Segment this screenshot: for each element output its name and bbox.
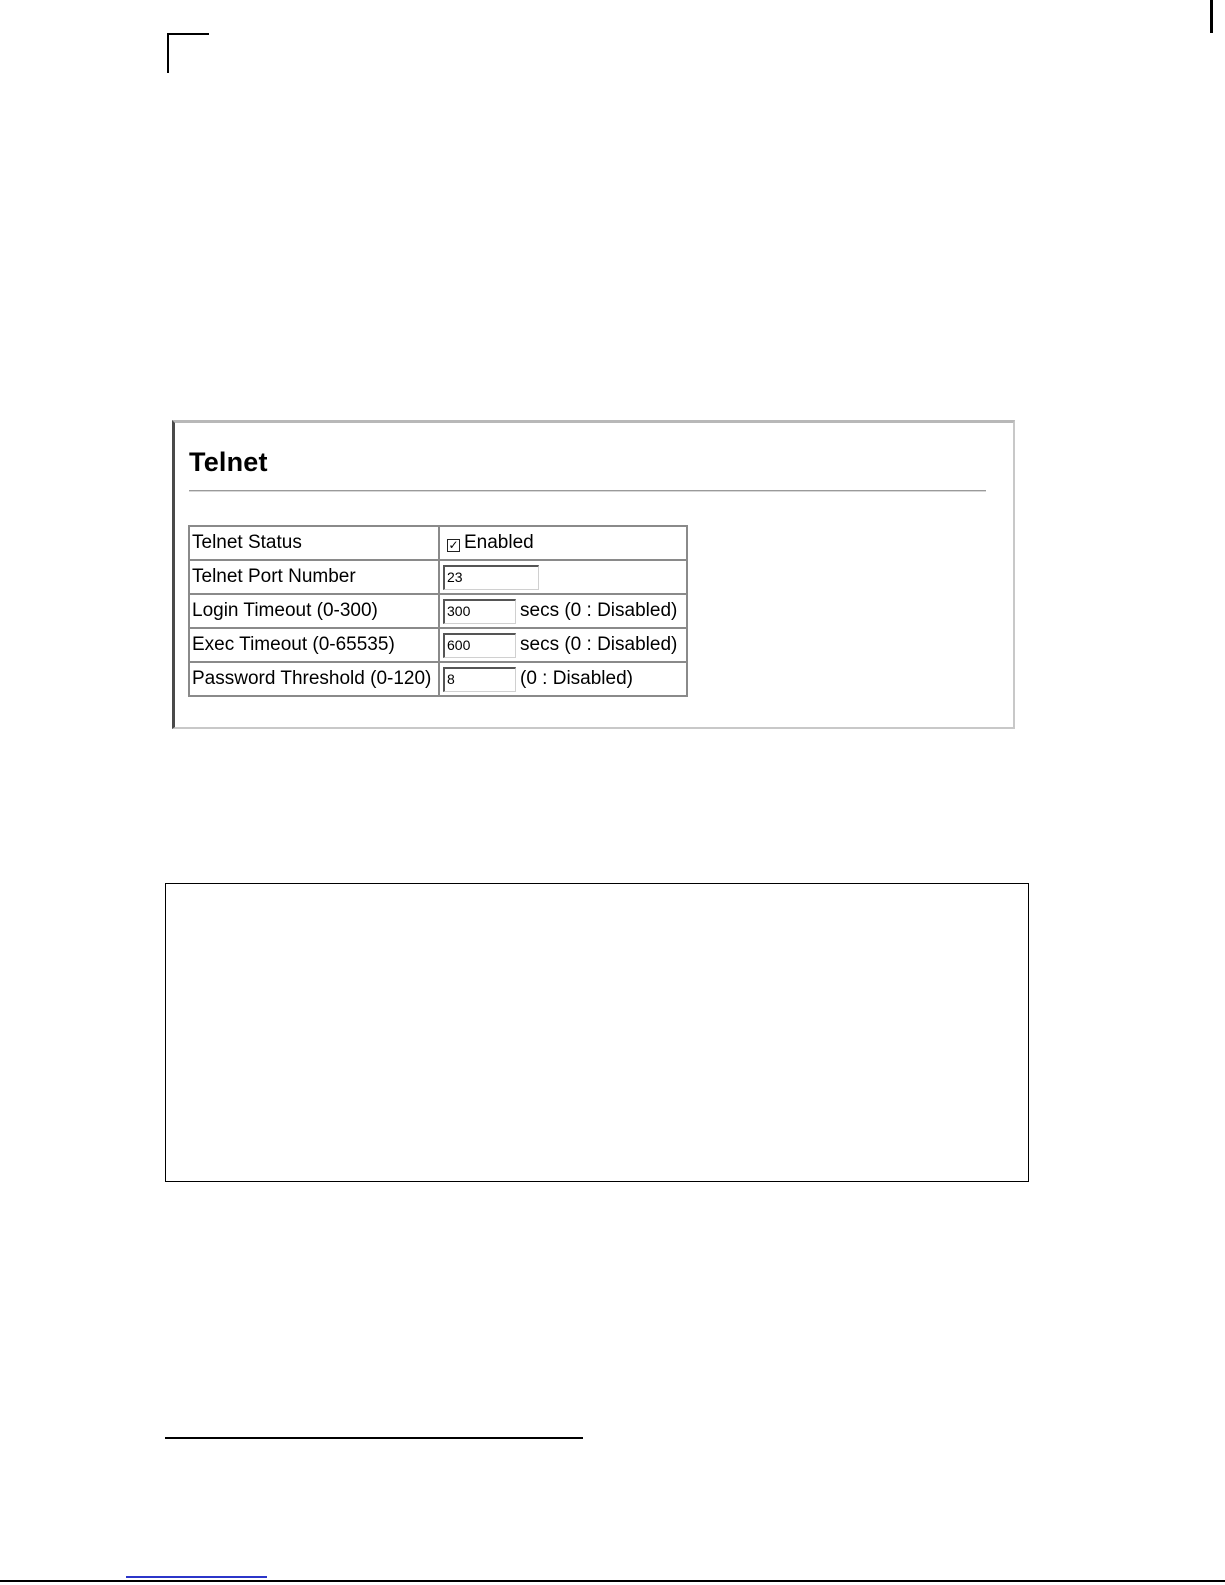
footnote-divider bbox=[165, 1437, 583, 1439]
telnet-settings-table bbox=[188, 525, 688, 697]
exec-timeout-input[interactable]: 600 bbox=[443, 633, 516, 658]
password-threshold-input[interactable]: 8 bbox=[443, 667, 516, 692]
login-timeout-cell bbox=[439, 594, 687, 628]
telnet-port-label: Telnet Port Number bbox=[189, 560, 439, 594]
table-row-telnet-port bbox=[189, 560, 687, 594]
page-link-underline[interactable] bbox=[126, 1576, 267, 1578]
exec-timeout-label: Exec Timeout (0-65535) bbox=[189, 628, 439, 662]
table-row-telnet-status bbox=[189, 526, 687, 560]
telnet-enabled-checkbox[interactable]: ✓ bbox=[448, 538, 459, 552]
password-threshold-cell bbox=[439, 662, 687, 696]
crop-mark-horizontal bbox=[167, 33, 209, 35]
password-threshold-label: Password Threshold (0-120) bbox=[189, 662, 439, 696]
page-bottom-rule bbox=[0, 1580, 1225, 1582]
password-threshold-unit: (0 : Disabled) bbox=[520, 668, 633, 689]
telnet-status-label: Telnet Status bbox=[189, 526, 439, 560]
crop-mark-vertical bbox=[167, 33, 169, 73]
telnet-settings-panel bbox=[172, 420, 1015, 729]
login-timeout-label: Login Timeout (0-300) bbox=[189, 594, 439, 628]
exec-timeout-unit: secs (0 : Disabled) bbox=[520, 634, 678, 655]
telnet-status-cell bbox=[439, 526, 687, 560]
empty-text-box bbox=[165, 883, 1029, 1182]
login-timeout-input[interactable]: 300 bbox=[443, 599, 516, 624]
table-row-login-timeout bbox=[189, 594, 687, 628]
login-timeout-unit: secs (0 : Disabled) bbox=[520, 600, 678, 621]
telnet-port-cell bbox=[439, 560, 687, 594]
table-row-exec-timeout bbox=[189, 628, 687, 662]
telnet-enabled-label: Enabled bbox=[464, 532, 534, 553]
telnet-port-input[interactable]: 23 bbox=[443, 565, 539, 590]
page-edge-bar bbox=[1210, 0, 1213, 33]
page-title: Telnet bbox=[189, 447, 268, 477]
title-divider bbox=[189, 490, 986, 492]
exec-timeout-cell bbox=[439, 628, 687, 662]
table-row-password-threshold bbox=[189, 662, 687, 696]
